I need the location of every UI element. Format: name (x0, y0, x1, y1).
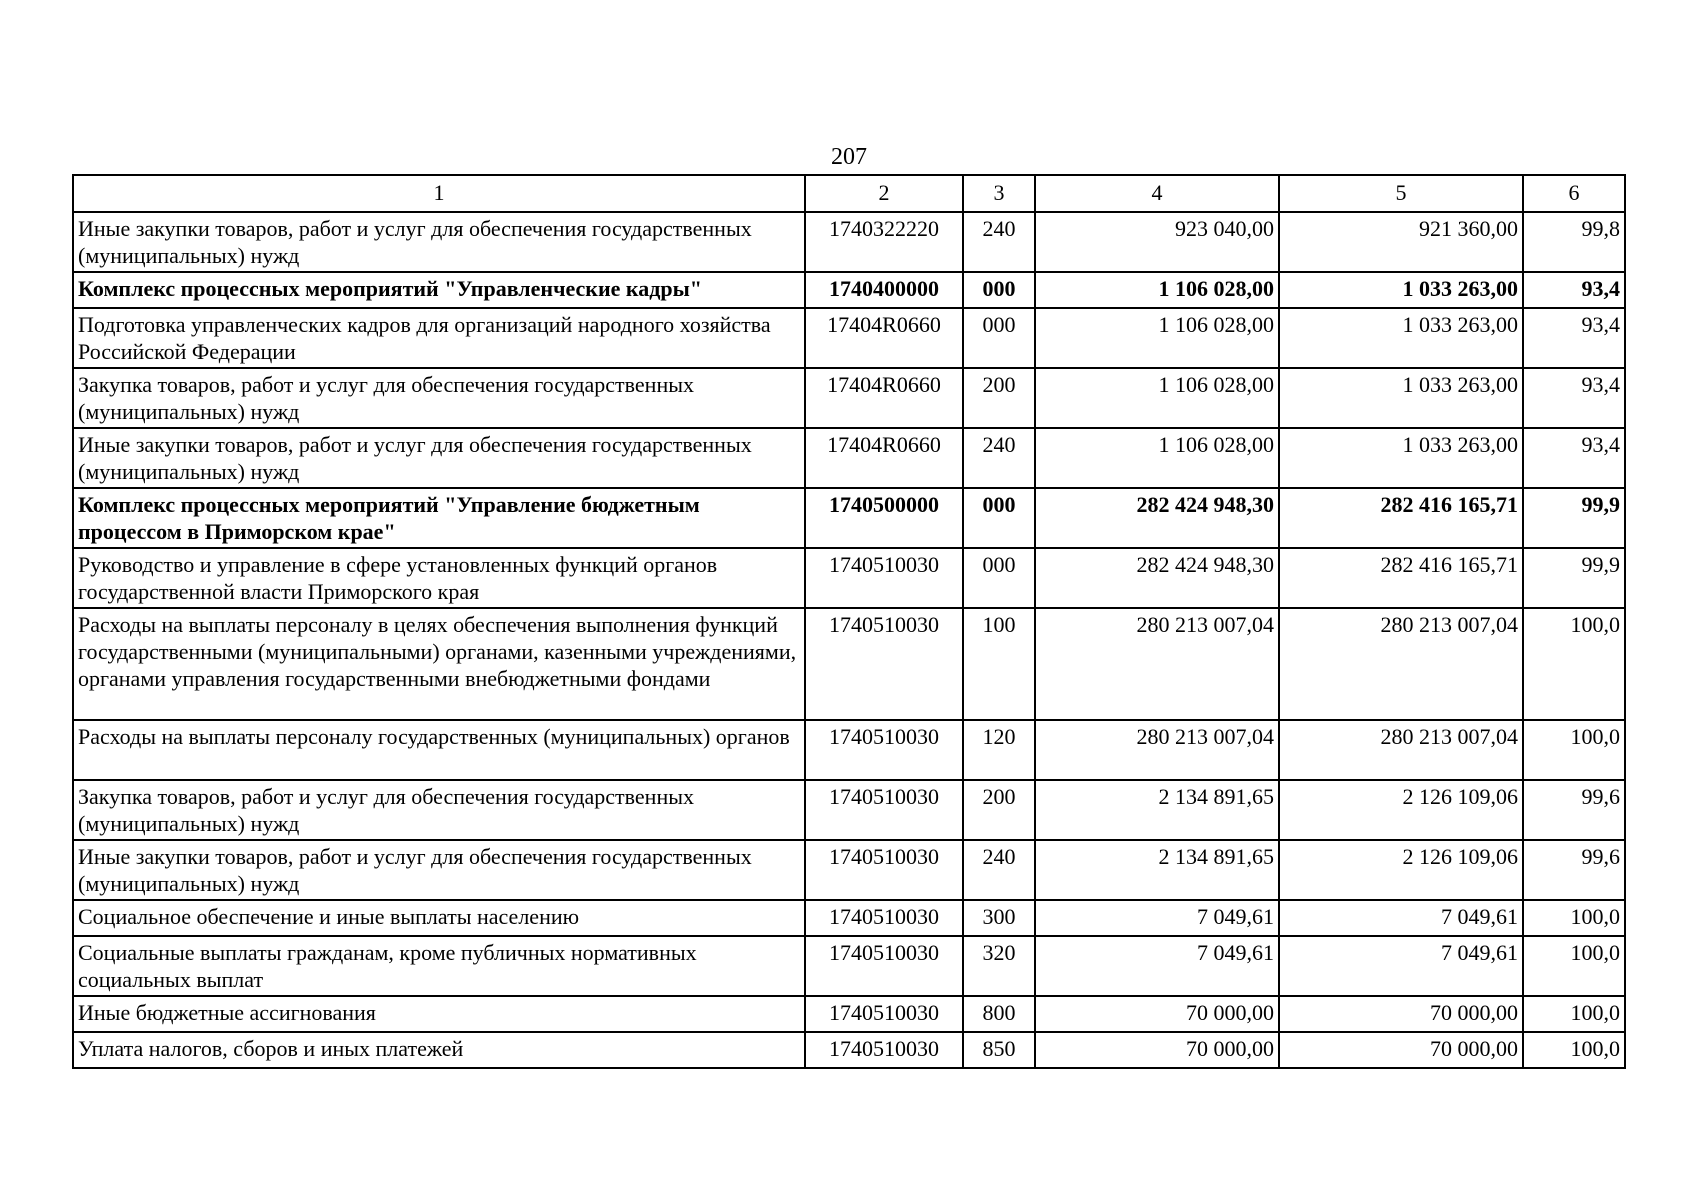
row-type-cell: 850 (963, 1032, 1035, 1068)
column-header: 1 (73, 175, 805, 212)
row-percent-cell: 93,4 (1523, 368, 1625, 428)
page-number: 207 (831, 144, 867, 170)
row-name-cell: Социальное обеспечение и иные выплаты населению (73, 900, 805, 936)
row-percent-cell: 100,0 (1523, 1032, 1625, 1068)
row-plan-cell: 1 106 028,00 (1035, 428, 1279, 488)
table-row (73, 548, 1625, 608)
row-fact-cell: 70 000,00 (1279, 996, 1523, 1032)
column-header: 2 (805, 175, 963, 212)
row-name-cell: Закупка товаров, работ и услуг для обеспечения государственных (муниципальных) нужд (73, 780, 805, 840)
table-row (73, 488, 1625, 548)
row-code-cell: 1740510030 (805, 1032, 963, 1068)
row-fact-cell: 70 000,00 (1279, 1032, 1523, 1068)
row-name-cell: Иные закупки товаров, работ и услуг для обеспечения государственных (муниципальных) нужд (73, 428, 805, 488)
budget-table (72, 174, 1626, 1069)
row-plan-cell: 1 106 028,00 (1035, 368, 1279, 428)
row-fact-cell: 280 213 007,04 (1279, 608, 1523, 720)
row-percent-cell: 93,4 (1523, 272, 1625, 308)
row-percent-cell: 100,0 (1523, 900, 1625, 936)
row-name-cell: Иные закупки товаров, работ и услуг для обеспечения государственных (муниципальных) нужд (73, 840, 805, 900)
row-type-cell: 240 (963, 840, 1035, 900)
row-name-cell: Закупка товаров, работ и услуг для обеспечения государственных (муниципальных) нужд (73, 368, 805, 428)
row-code-cell: 1740510030 (805, 608, 963, 720)
row-code-cell: 1740510030 (805, 780, 963, 840)
row-fact-cell: 280 213 007,04 (1279, 720, 1523, 780)
table-body (73, 212, 1625, 1068)
row-fact-cell: 2 126 109,06 (1279, 840, 1523, 900)
row-fact-cell: 7 049,61 (1279, 936, 1523, 996)
row-fact-cell: 282 416 165,71 (1279, 488, 1523, 548)
row-code-cell: 1740510030 (805, 720, 963, 780)
column-header: 4 (1035, 175, 1279, 212)
row-plan-cell: 7 049,61 (1035, 936, 1279, 996)
row-code-cell: 1740510030 (805, 936, 963, 996)
row-type-cell: 200 (963, 780, 1035, 840)
table-row (73, 996, 1625, 1032)
row-type-cell: 300 (963, 900, 1035, 936)
row-code-cell: 17404R0660 (805, 308, 963, 368)
row-code-cell: 1740510030 (805, 548, 963, 608)
row-percent-cell: 99,6 (1523, 780, 1625, 840)
column-header: 3 (963, 175, 1035, 212)
row-name-cell: Руководство и управление в сфере установленных функций органов государственной власти Приморского края (73, 548, 805, 608)
row-type-cell: 320 (963, 936, 1035, 996)
table-row (73, 900, 1625, 936)
row-plan-cell: 7 049,61 (1035, 900, 1279, 936)
row-name-cell: Комплекс процессных мероприятий "Управленческие кадры" (73, 272, 805, 308)
row-code-cell: 1740510030 (805, 996, 963, 1032)
row-code-cell: 1740500000 (805, 488, 963, 548)
column-header: 5 (1279, 175, 1523, 212)
table-row (73, 720, 1625, 780)
table-row (73, 272, 1625, 308)
table-row (73, 780, 1625, 840)
row-percent-cell: 99,9 (1523, 488, 1625, 548)
table-row (73, 308, 1625, 368)
row-type-cell: 240 (963, 212, 1035, 272)
row-plan-cell: 282 424 948,30 (1035, 548, 1279, 608)
row-name-cell: Расходы на выплаты персоналу в целях обеспечения выполнения функций государственными (муниципальными) органами, казенными учреждениями, органами управления государственными внебюджетными фондами (73, 608, 805, 720)
row-code-cell: 1740400000 (805, 272, 963, 308)
column-header: 6 (1523, 175, 1625, 212)
table-row (73, 212, 1625, 272)
row-name-cell: Иные бюджетные ассигнования (73, 996, 805, 1032)
row-name-cell: Подготовка управленческих кадров для организаций народного хозяйства Российской Федерации (73, 308, 805, 368)
table-row (73, 368, 1625, 428)
row-percent-cell: 100,0 (1523, 720, 1625, 780)
row-type-cell: 000 (963, 308, 1035, 368)
row-code-cell: 1740510030 (805, 840, 963, 900)
row-plan-cell: 70 000,00 (1035, 1032, 1279, 1068)
row-percent-cell: 100,0 (1523, 996, 1625, 1032)
row-fact-cell: 1 033 263,00 (1279, 368, 1523, 428)
table-row (73, 840, 1625, 900)
row-code-cell: 17404R0660 (805, 368, 963, 428)
row-name-cell: Социальные выплаты гражданам, кроме публичных нормативных социальных выплат (73, 936, 805, 996)
row-code-cell: 1740510030 (805, 900, 963, 936)
row-percent-cell: 99,6 (1523, 840, 1625, 900)
row-type-cell: 000 (963, 488, 1035, 548)
row-plan-cell: 280 213 007,04 (1035, 720, 1279, 780)
row-type-cell: 120 (963, 720, 1035, 780)
row-code-cell: 17404R0660 (805, 428, 963, 488)
row-plan-cell: 282 424 948,30 (1035, 488, 1279, 548)
row-type-cell: 000 (963, 548, 1035, 608)
row-type-cell: 100 (963, 608, 1035, 720)
row-type-cell: 000 (963, 272, 1035, 308)
row-plan-cell: 70 000,00 (1035, 996, 1279, 1032)
row-percent-cell: 100,0 (1523, 936, 1625, 996)
table-row (73, 1032, 1625, 1068)
row-code-cell: 1740322220 (805, 212, 963, 272)
row-fact-cell: 921 360,00 (1279, 212, 1523, 272)
row-plan-cell: 2 134 891,65 (1035, 840, 1279, 900)
row-fact-cell: 1 033 263,00 (1279, 272, 1523, 308)
row-percent-cell: 93,4 (1523, 428, 1625, 488)
table-row (73, 608, 1625, 720)
row-plan-cell: 280 213 007,04 (1035, 608, 1279, 720)
row-plan-cell: 923 040,00 (1035, 212, 1279, 272)
row-fact-cell: 2 126 109,06 (1279, 780, 1523, 840)
row-plan-cell: 1 106 028,00 (1035, 308, 1279, 368)
table-row (73, 936, 1625, 996)
row-percent-cell: 100,0 (1523, 608, 1625, 720)
row-fact-cell: 1 033 263,00 (1279, 308, 1523, 368)
row-name-cell: Иные закупки товаров, работ и услуг для обеспечения государственных (муниципальных) нужд (73, 212, 805, 272)
row-plan-cell: 1 106 028,00 (1035, 272, 1279, 308)
row-name-cell: Расходы на выплаты персоналу государственных (муниципальных) органов (73, 720, 805, 780)
row-fact-cell: 282 416 165,71 (1279, 548, 1523, 608)
row-type-cell: 200 (963, 368, 1035, 428)
row-type-cell: 240 (963, 428, 1035, 488)
row-fact-cell: 1 033 263,00 (1279, 428, 1523, 488)
row-fact-cell: 7 049,61 (1279, 900, 1523, 936)
row-percent-cell: 93,4 (1523, 308, 1625, 368)
row-type-cell: 800 (963, 996, 1035, 1032)
table-row (73, 428, 1625, 488)
column-number-row (73, 175, 1625, 212)
row-percent-cell: 99,9 (1523, 548, 1625, 608)
row-name-cell: Уплата налогов, сборов и иных платежей (73, 1032, 805, 1068)
row-percent-cell: 99,8 (1523, 212, 1625, 272)
row-name-cell: Комплекс процессных мероприятий "Управление бюджетным процессом в Приморском крае" (73, 488, 805, 548)
row-plan-cell: 2 134 891,65 (1035, 780, 1279, 840)
